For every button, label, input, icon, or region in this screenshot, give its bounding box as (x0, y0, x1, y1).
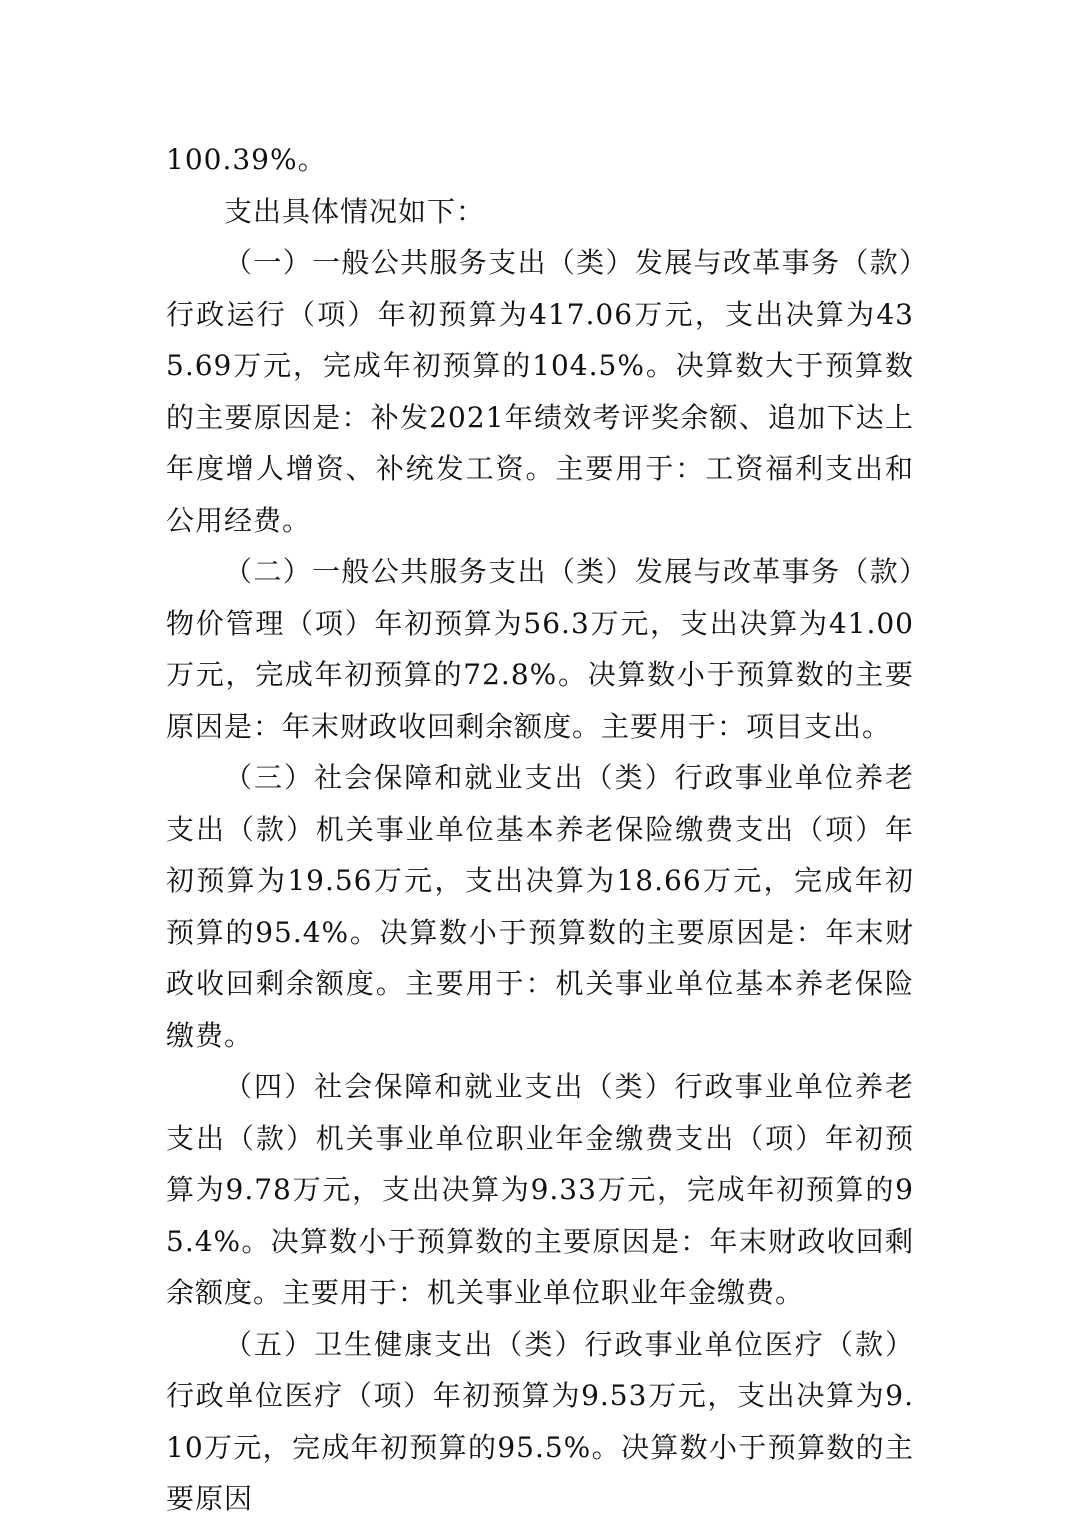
paragraph-item-5: （五）卫生健康支出（类）行政事业单位医疗（款）行政单位医疗（项）年初预算为9.53万元，支出决算为9.10万元，完成年初预算的95.5%。决算数小于预算数的主要原因 (166, 1327, 914, 1515)
paragraph-expense-intro: 支出具体情况如下： (224, 194, 486, 228)
paragraph-item-1: （一）一般公共服务支出（类）发展与改革事务（款）行政运行（项）年初预算为417.06万元，支出决算为435.69万元，完成年初预算的104.5%。决算数大于预算数的主要原因是：补发2021年绩效考评奖余额、追加下达上年度增人增资、补统发工资。主要用于：工资福利支出和公用经费。 (166, 246, 914, 537)
paragraph-item-3: （三）社会保障和就业支出（类）行政事业单位养老支出（款）机关事业单位基本养老保险缴费支出（项）年初预算为19.56万元，支出决算为18.66万元，完成年初预算的95.4%。决算数小于预算数的主要原因是：年末财政收回剩余额度。主要用于：机关事业单位基本养老保险缴费。 (166, 761, 914, 1052)
paragraph-item-4: （四）社会保障和就业支出（类）行政事业单位养老支出（款）机关事业单位职业年金缴费支出（项）年初预算为9.78万元，支出决算为9.33万元，完成年初预算的95.4%。决算数小于预算数的主要原因是：年末财政收回剩余额度。主要用于：机关事业单位职业年金缴费。 (166, 1070, 914, 1309)
paragraph-continuation: 100.39%。 (166, 143, 327, 176)
document-body (166, 134, 914, 1525)
paragraph-item-2: （二）一般公共服务支出（类）发展与改革事务（款）物价管理（项）年初预算为56.3万元，支出决算为41.00万元，完成年初预算的72.8%。决算数小于预算数的主要原因是：年末财政收回剩余额度。主要用于：项目支出。 (166, 555, 914, 743)
